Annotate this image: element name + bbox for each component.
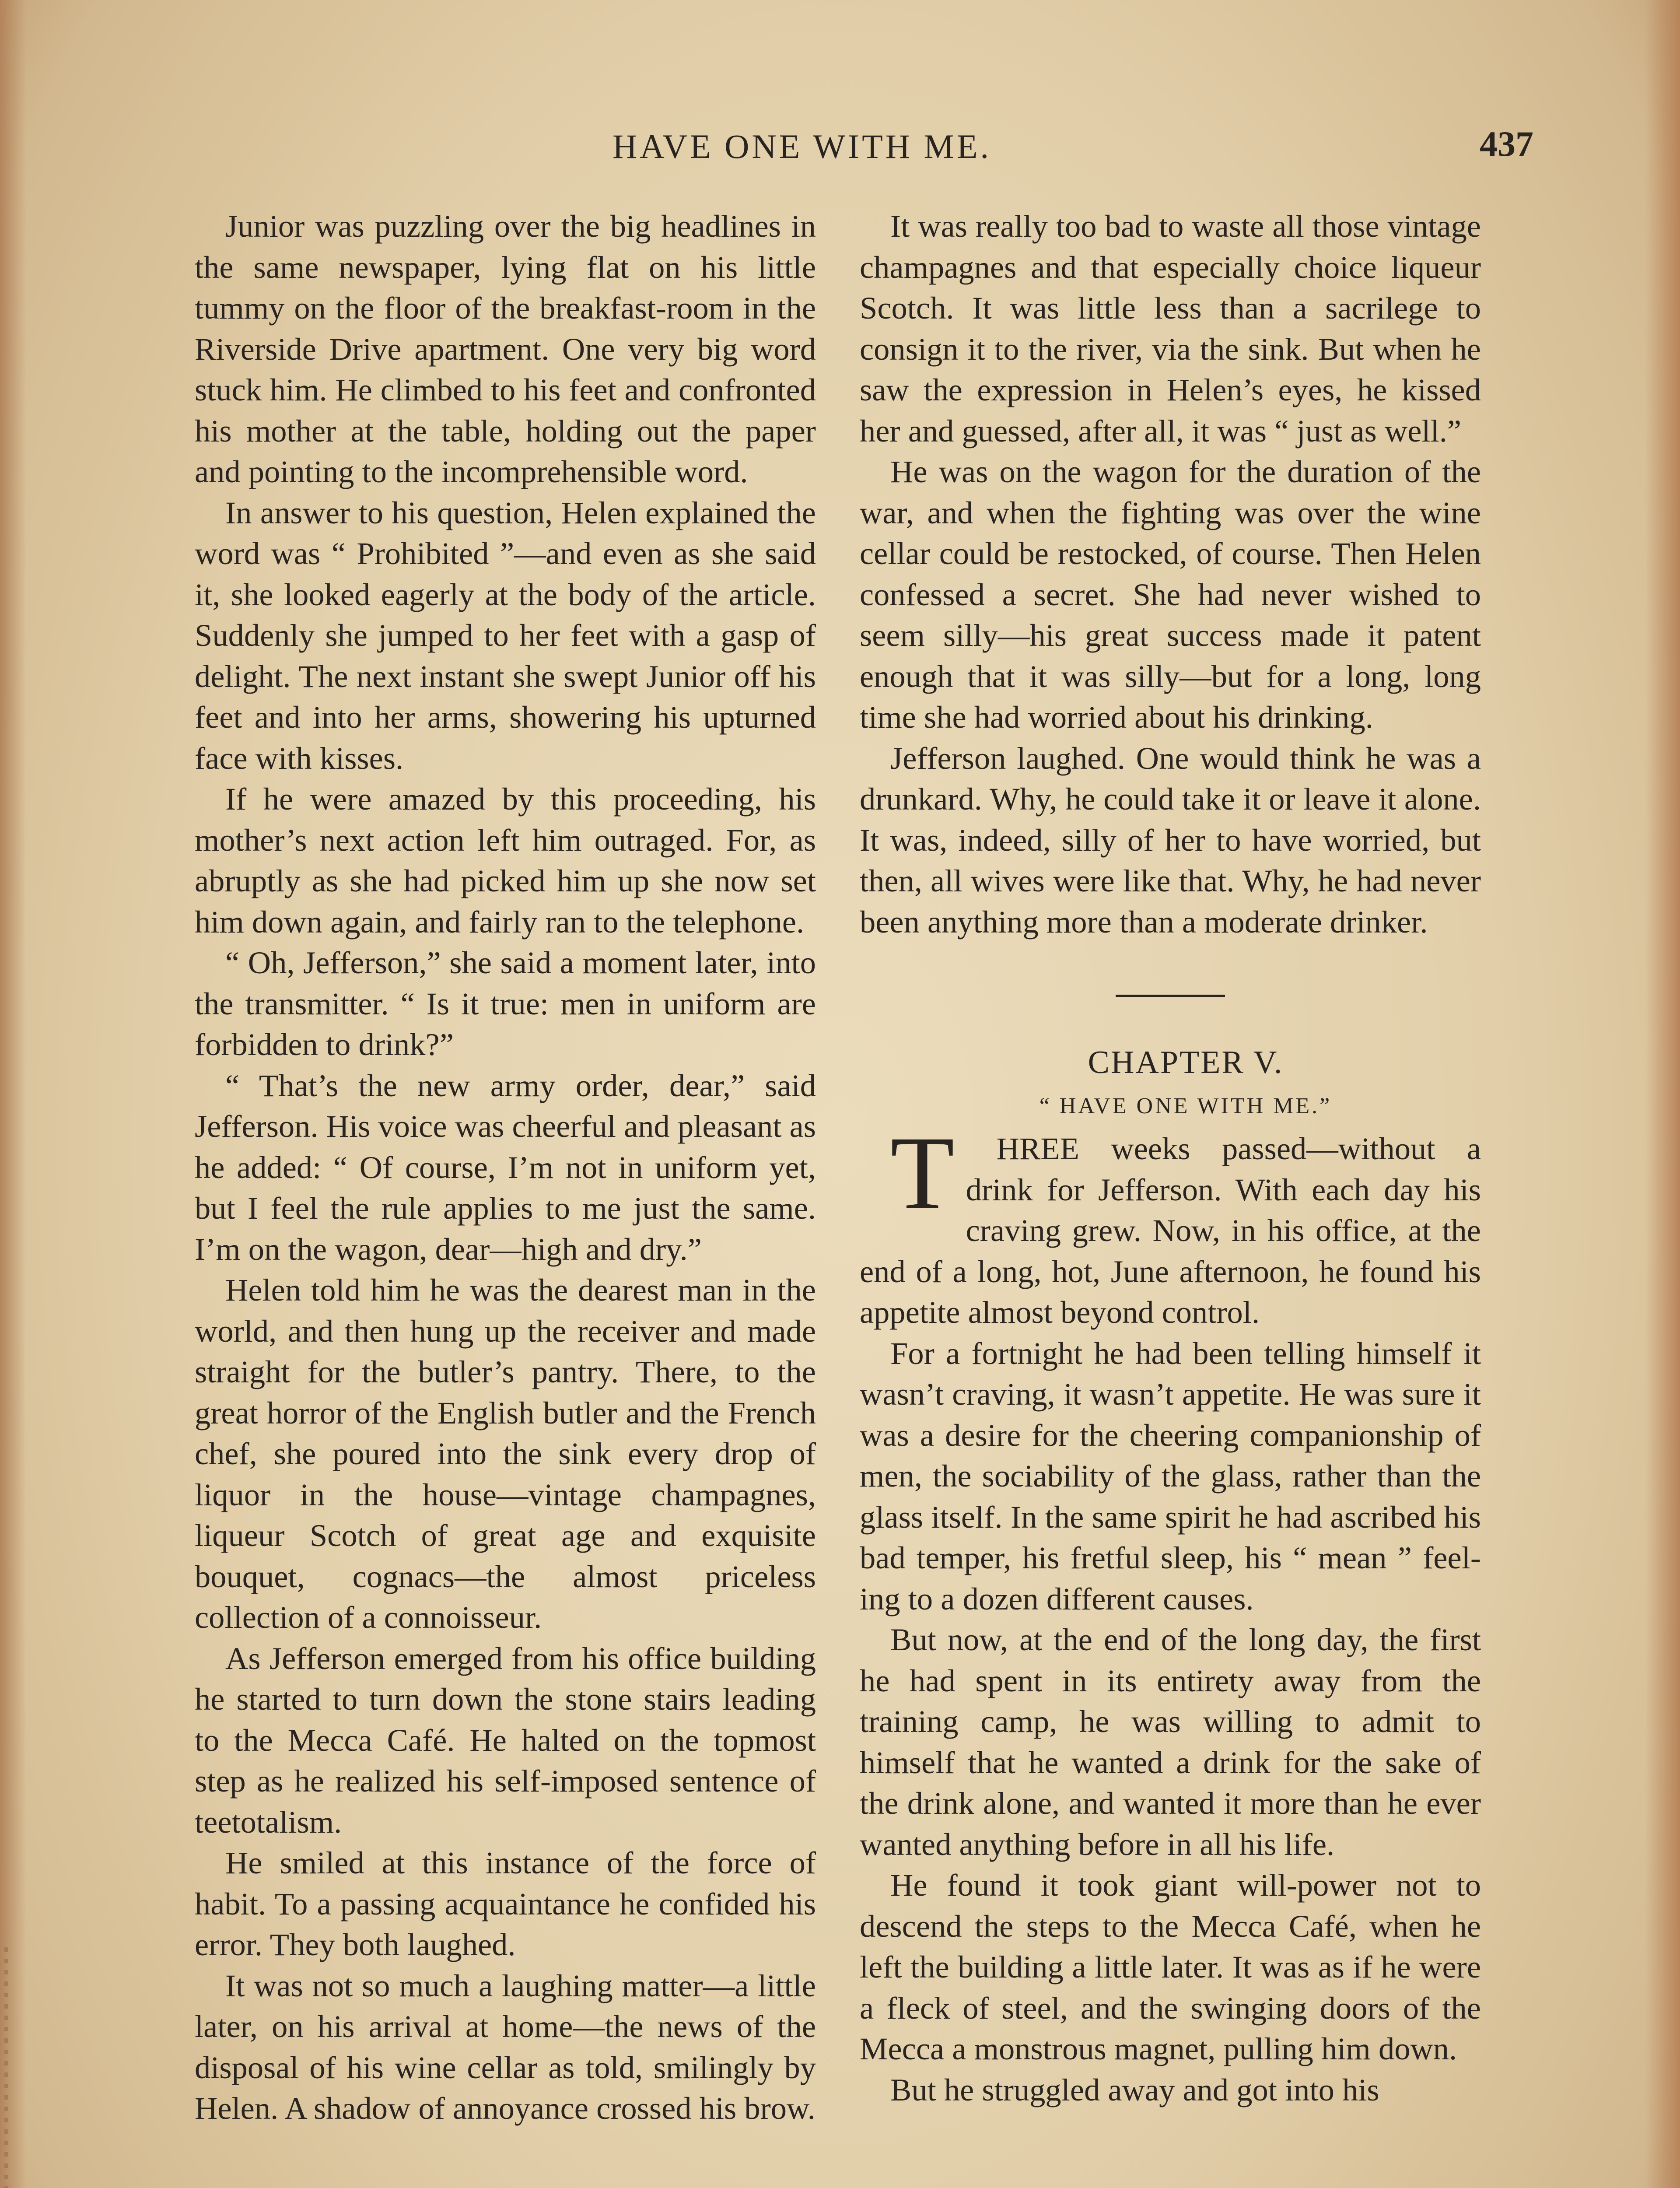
page-number: 437 <box>1480 124 1533 164</box>
left-column <box>195 206 816 2129</box>
chapter-opening-paragraph <box>860 1115 1481 1333</box>
paragraph: He smiled at this instance of the force of habit. To a passing acquaintance he confided his error. They both laughed. <box>195 1845 816 1962</box>
paragraph: He was on the wagon for the duration of the war, and when the fighting was over the wine cellar could be restocked, of course. Then Helen confessed a secret. She had never wished to seem silly—his great success made it patent enough that it was silly—but for a long, long time she had worried about his drinking. <box>860 454 1481 735</box>
section-divider <box>1116 995 1225 997</box>
running-head: HAVE ONE WITH ME. <box>612 127 992 165</box>
opening-text: HREE weeks passed—without a drink for Jefferson. With each day his craving grew. Now, in his office, at the end of a long, hot, June afternoon, he found his appetite almost beyond control. <box>860 1131 1481 1330</box>
paragraph: If he were amazed by this proceeding, his mother’s next action left him outraged. For, as abruptly as she had picked him up she now set him down again, and fairly ran to the telephone. <box>195 781 816 940</box>
paragraph: For a fortnight he had been telling himself it wasn’t craving, it wasn’t appetite. He was sure it was a desire for the cheering companionship of men, the sociability of the glass, rather than the glass itself. In the same spirit he had ascribed his bad temper, his fretful sleep, his “ mean ” feeling to a dozen different causes. <box>860 1335 1481 1616</box>
page-edge-shadow-right <box>1645 0 1680 2188</box>
right-column <box>860 206 1481 2110</box>
paragraph: As Jefferson emerged from his office building he started to turn down the stone stairs leading to the Mecca Café. He halted on the topmost step as he realized his self-imposed sentence of teetotalism. <box>195 1640 816 1840</box>
binding-marks <box>4 1947 8 2188</box>
paragraph: “ Oh, Jefferson,” she said a moment later, into the transmitter. “ Is it true: men in uniform are forbidden to drink?” <box>195 945 816 1062</box>
paragraph: It was really too bad to waste all those vintage champagnes and that especially choice liqueur Scotch. It was little less than a sacrilege to consign it to the river, via the sink. But when he saw the expression in Helen’s eyes, he kissed her and guessed, after all, it was “ just as well.” <box>860 208 1481 449</box>
chapter-subtitle: “ HAVE ONE WITH ME.” <box>1039 1094 1332 1119</box>
paragraph: It was not so much a laughing matter—a little later, on his arrival at home—the news of the disposal of his wine cellar as told, smilingly by Helen. A shadow of annoyance crossed his brow. <box>195 1967 816 2126</box>
paragraph: Helen told him he was the dearest man in the world, and then hung up the receiver and made straight for the butler’s pantry. There, to the great horror of the English butler and the French chef, she poured into the sink every drop of liquor in the house—vintage champagnes, liqueur Scotch of great age and exquisite bouquet, cognacs—the almost priceless collection of a connoisseur. <box>195 1272 816 1635</box>
chapter-title: CHAPTER V. <box>1088 1045 1284 1080</box>
paragraph: In answer to his question, Helen explained the word was “ Prohibited ”—and even as she said it, she looked eagerly at the body of the article. Suddenly she jumped to her feet with a gasp of delight. The next instant she swept Junior off his feet and into her arms, showering his upturned face with kisses. <box>195 494 816 776</box>
paragraph: “ That’s the new army order, dear,” said Jefferson. His voice was cheerful and pleasant as he added: “ Of course, I’m not in uniform yet, but I feel the rule applies to me just the same. I’m on the wagon, dear—high and dry.” <box>195 1067 816 1267</box>
page-edge-shadow-left <box>0 0 26 2188</box>
paragraph: But he struggled away and got into his <box>890 2072 1379 2107</box>
paragraph: He found it took giant will-power not to descend the steps to the Mecca Café, when he left the building a little later. It was as if he were a fleck of steel, and the swinging doors of the Mecca a monstrous magnet, pulling him down. <box>860 1867 1481 2066</box>
paragraph: Junior was puzzling over the big headlines in the same newspaper, lying flat on his little tummy on the floor of the breakfast-room in the Riverside Drive apartment. One very big word stuck him. He climbed to his feet and confronted his mother at the table, holding out the paper and pointing to the incomprehensible word. <box>195 208 816 489</box>
drop-cap: T <box>890 1115 955 1231</box>
paragraph: But now, at the end of the long day, the first he had spent in its entirety away from the training camp, he was willing to admit to himself that he wanted a drink for the sake of the drink alone, and wanted it more than he ever wanted anything before in all his life. <box>860 1622 1481 1862</box>
paragraph: Jefferson laughed. One would think he was a drunkard. Why, he could take it or leave it alone. It was, indeed, silly of her to have worried, but then, all wives were like that. Why, he had never been anything more than a moderate drinker. <box>860 740 1481 940</box>
